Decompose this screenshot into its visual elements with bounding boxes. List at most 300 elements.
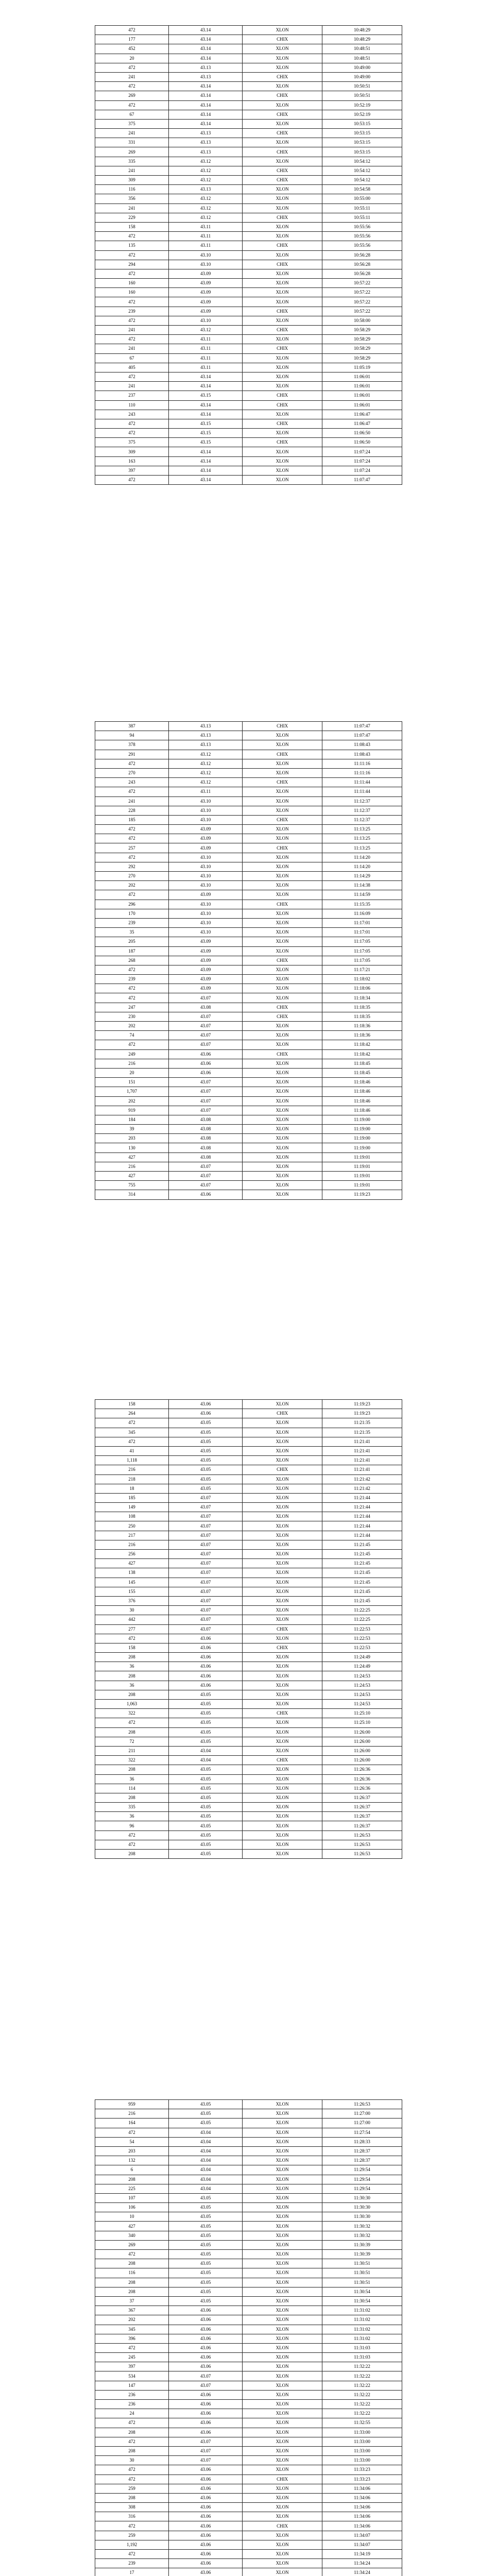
table-row [95, 1031, 402, 1040]
price-cell: 43.10 [169, 909, 243, 918]
time-cell: 11:31:02 [322, 2325, 402, 2334]
price-cell: 43.07 [169, 1521, 243, 1531]
venue-cell: XLON [243, 1143, 322, 1153]
time-cell: 11:19:23 [322, 1190, 402, 1199]
price-cell: 43.05 [169, 1784, 243, 1793]
venue-cell: XLON [243, 946, 322, 956]
venue-cell: XLON [243, 796, 322, 806]
volume-cell: 202 [95, 2315, 169, 2325]
volume-cell: 218 [95, 1475, 169, 1484]
trade-table [95, 25, 402, 485]
time-cell: 11:31:02 [322, 2315, 402, 2325]
venue-cell: CHIX [243, 307, 322, 316]
volume-cell: 375 [95, 438, 169, 447]
table-row [95, 2203, 402, 2212]
table-row [95, 1690, 402, 1699]
price-cell: 43.05 [169, 2268, 243, 2278]
price-cell: 43.14 [169, 54, 243, 63]
price-cell: 43.06 [169, 2353, 243, 2362]
venue-cell: XLON [243, 2428, 322, 2437]
price-cell: 43.05 [169, 1690, 243, 1699]
table-row [95, 2343, 402, 2352]
venue-cell: XLON [243, 1418, 322, 1428]
price-cell: 43.07 [169, 2437, 243, 2446]
time-cell: 11:12:37 [322, 806, 402, 815]
price-cell: 43.06 [169, 2550, 243, 2559]
venue-cell: XLON [243, 2109, 322, 2119]
volume-cell: 228 [95, 806, 169, 815]
venue-cell: XLON [243, 2353, 322, 2362]
table-row [95, 928, 402, 937]
table-row [95, 1400, 402, 1409]
volume-cell: 427 [95, 1172, 169, 1181]
volume-cell: 268 [95, 956, 169, 965]
price-cell: 43.11 [169, 353, 243, 363]
venue-cell: XLON [243, 2381, 322, 2390]
venue-cell: XLON [243, 1840, 322, 1849]
time-cell: 11:34:19 [322, 2550, 402, 2559]
venue-cell: XLON [243, 2175, 322, 2184]
volume-cell: 472 [95, 2521, 169, 2531]
price-cell: 43.05 [169, 2203, 243, 2212]
volume-cell: 472 [95, 984, 169, 993]
table-row [95, 1022, 402, 1031]
volume-cell: 208 [95, 2446, 169, 2455]
time-cell: 11:18:46 [322, 1096, 402, 1106]
volume-cell: 335 [95, 157, 169, 166]
price-cell: 43.05 [169, 1774, 243, 1784]
volume-cell: 397 [95, 2362, 169, 2371]
venue-cell: XLON [243, 909, 322, 918]
table-row [95, 1774, 402, 1784]
volume-cell: 241 [95, 344, 169, 353]
venue-cell: XLON [243, 759, 322, 768]
price-cell: 43.07 [169, 1568, 243, 1578]
table-row [95, 1190, 402, 1199]
price-cell: 43.06 [169, 2465, 243, 2475]
table-row [95, 2446, 402, 2455]
table-row [95, 1606, 402, 1615]
venue-cell: XLON [243, 2128, 322, 2137]
table-row [95, 1096, 402, 1106]
time-cell: 10:58:29 [322, 326, 402, 335]
table-row [95, 213, 402, 222]
price-cell: 43.06 [169, 2428, 243, 2437]
volume-cell: 202 [95, 881, 169, 890]
venue-cell: XLON [243, 1484, 322, 1493]
price-cell: 43.07 [169, 1031, 243, 1040]
price-cell: 43.05 [169, 2193, 243, 2202]
price-cell: 43.05 [169, 2119, 243, 2128]
table-row [95, 2503, 402, 2512]
venue-cell: CHIX [243, 900, 322, 909]
price-cell: 43.13 [169, 722, 243, 731]
time-cell: 11:07:24 [322, 447, 402, 456]
table-row [95, 2334, 402, 2343]
price-cell: 43.10 [169, 806, 243, 815]
volume-cell: 1,063 [95, 1700, 169, 1709]
time-cell: 10:55:11 [322, 204, 402, 213]
price-cell: 43.06 [169, 2503, 243, 2512]
table-row [95, 1624, 402, 1634]
volume-cell: 376 [95, 1596, 169, 1605]
volume-cell: 322 [95, 1756, 169, 1765]
time-cell: 11:26:00 [322, 1737, 402, 1746]
time-cell: 11:17:05 [322, 937, 402, 946]
price-cell: 43.09 [169, 956, 243, 965]
time-cell: 11:05:19 [322, 363, 402, 372]
table-row [95, 391, 402, 400]
volume-cell: 208 [95, 1727, 169, 1737]
volume-cell: 247 [95, 1003, 169, 1012]
venue-cell: XLON [243, 2156, 322, 2165]
table-row [95, 429, 402, 438]
volume-cell: 472 [95, 269, 169, 278]
time-cell: 10:58:00 [322, 316, 402, 325]
venue-cell: XLON [243, 1521, 322, 1531]
time-cell: 11:32:22 [322, 2400, 402, 2409]
venue-cell: XLON [243, 853, 322, 862]
venue-cell: XLON [243, 806, 322, 815]
volume-cell: 243 [95, 778, 169, 787]
venue-cell: XLON [243, 1172, 322, 1181]
table-row [95, 250, 402, 260]
price-cell: 43.05 [169, 2109, 243, 2119]
volume-cell: 237 [95, 391, 169, 400]
price-cell: 43.06 [169, 2512, 243, 2521]
volume-cell: 387 [95, 722, 169, 731]
price-cell: 43.07 [169, 1493, 243, 1502]
time-cell: 11:08:43 [322, 740, 402, 750]
volume-cell: 241 [95, 326, 169, 335]
venue-cell: XLON [243, 1803, 322, 1812]
volume-cell: 269 [95, 2240, 169, 2249]
price-cell: 43.08 [169, 1153, 243, 1162]
table-row [95, 279, 402, 288]
venue-cell: XLON [243, 1784, 322, 1793]
price-cell: 43.07 [169, 2381, 243, 2390]
time-cell: 11:18:46 [322, 1106, 402, 1115]
price-cell: 43.05 [169, 2212, 243, 2222]
time-cell: 11:18:46 [322, 1087, 402, 1096]
time-cell: 11:24:49 [322, 1653, 402, 1662]
volume-cell: 106 [95, 2203, 169, 2212]
time-cell: 11:18:36 [322, 1031, 402, 1040]
price-cell: 43.06 [169, 2559, 243, 2568]
volume-cell: 472 [95, 1718, 169, 1727]
table-row [95, 185, 402, 194]
volume-cell: 211 [95, 1746, 169, 1755]
price-cell: 43.06 [169, 2315, 243, 2325]
volume-cell: 203 [95, 2146, 169, 2156]
price-cell: 43.05 [169, 2222, 243, 2231]
venue-cell: XLON [243, 466, 322, 475]
time-cell: 11:21:44 [322, 1512, 402, 1521]
table-row [95, 881, 402, 890]
venue-cell: XLON [243, 1718, 322, 1727]
venue-cell: XLON [243, 222, 322, 231]
price-cell: 43.07 [169, 1615, 243, 1624]
price-cell: 43.06 [169, 1681, 243, 1690]
venue-cell: CHIX [243, 147, 322, 157]
table-row [95, 2428, 402, 2437]
time-cell: 11:26:00 [322, 1756, 402, 1765]
time-cell: 10:48:29 [322, 35, 402, 44]
venue-cell: XLON [243, 1700, 322, 1709]
price-cell: 43.12 [169, 750, 243, 759]
table-row [95, 2137, 402, 2146]
venue-cell: XLON [243, 1446, 322, 1455]
price-cell: 43.05 [169, 1765, 243, 1774]
price-cell: 43.05 [169, 1465, 243, 1475]
table-row [95, 768, 402, 777]
price-cell: 43.06 [169, 1662, 243, 1671]
table-row [95, 787, 402, 796]
table-row [95, 1078, 402, 1087]
time-cell: 11:18:36 [322, 1022, 402, 1031]
venue-cell: XLON [243, 2325, 322, 2334]
time-cell: 11:19:01 [322, 1181, 402, 1190]
venue-cell: XLON [243, 353, 322, 363]
time-cell: 11:11:44 [322, 787, 402, 796]
table-row [95, 297, 402, 307]
time-cell: 10:53:15 [322, 138, 402, 147]
volume-cell: 185 [95, 815, 169, 824]
price-cell: 43.10 [169, 900, 243, 909]
time-cell: 10:50:51 [322, 82, 402, 91]
table-row [95, 2568, 402, 2576]
table-row [95, 54, 402, 63]
price-cell: 43.07 [169, 1040, 243, 1049]
table-row [95, 1568, 402, 1578]
volume-cell: 472 [95, 100, 169, 110]
venue-cell: XLON [243, 975, 322, 984]
table-row [95, 2315, 402, 2325]
time-cell: 11:31:03 [322, 2343, 402, 2352]
table-row [95, 194, 402, 204]
price-cell: 43.09 [169, 890, 243, 900]
volume-cell: 158 [95, 1400, 169, 1409]
price-cell: 43.06 [169, 2343, 243, 2352]
table-row [95, 975, 402, 984]
time-cell: 11:18:45 [322, 1068, 402, 1077]
time-cell: 11:32:55 [322, 2418, 402, 2428]
table-row [95, 993, 402, 1003]
price-cell: 43.11 [169, 363, 243, 372]
time-cell: 11:26:53 [322, 1850, 402, 1859]
venue-cell: XLON [243, 2278, 322, 2287]
table-row [95, 2212, 402, 2222]
time-cell: 11:26:36 [322, 1774, 402, 1784]
time-cell: 11:14:20 [322, 853, 402, 862]
price-cell: 43.05 [169, 2100, 243, 2109]
time-cell: 11:06:01 [322, 391, 402, 400]
venue-cell: XLON [243, 1031, 322, 1040]
table-row [95, 1428, 402, 1437]
price-cell: 43.08 [169, 1134, 243, 1143]
trade-table [95, 2099, 402, 2576]
table-row [95, 2465, 402, 2475]
volume-cell: 294 [95, 260, 169, 269]
volume-cell: 269 [95, 147, 169, 157]
venue-cell: XLON [243, 2259, 322, 2268]
time-cell: 11:30:30 [322, 2193, 402, 2202]
volume-cell: 216 [95, 1162, 169, 1171]
price-cell: 43.05 [169, 1793, 243, 1802]
volume-cell: 187 [95, 946, 169, 956]
price-cell: 43.14 [169, 91, 243, 100]
time-cell: 10:56:28 [322, 269, 402, 278]
time-cell: 11:21:45 [322, 1559, 402, 1568]
venue-cell: XLON [243, 2371, 322, 2381]
time-cell: 11:13:25 [322, 843, 402, 853]
price-cell: 43.11 [169, 222, 243, 231]
venue-cell: CHIX [243, 843, 322, 853]
time-cell: 11:27:00 [322, 2119, 402, 2128]
price-cell: 43.06 [169, 1190, 243, 1199]
volume-cell: 67 [95, 353, 169, 363]
venue-cell: XLON [243, 1568, 322, 1578]
table-row [95, 2259, 402, 2268]
price-cell: 43.09 [169, 946, 243, 956]
volume-cell: 472 [95, 890, 169, 900]
time-cell: 11:14:29 [322, 872, 402, 881]
price-cell: 43.08 [169, 1115, 243, 1124]
volume-cell: 236 [95, 2400, 169, 2409]
trade-table-page-2 [95, 721, 402, 1200]
time-cell: 11:14:20 [322, 862, 402, 871]
price-cell: 43.12 [169, 759, 243, 768]
volume-cell: 472 [95, 759, 169, 768]
volume-cell: 138 [95, 1568, 169, 1578]
volume-cell: 340 [95, 2231, 169, 2240]
volume-cell: 270 [95, 768, 169, 777]
price-cell: 43.15 [169, 391, 243, 400]
time-cell: 11:34:24 [322, 2559, 402, 2568]
time-cell: 11:19:00 [322, 1143, 402, 1153]
volume-cell: 54 [95, 2137, 169, 2146]
venue-cell: XLON [243, 2165, 322, 2175]
table-row [95, 1700, 402, 1709]
volume-cell: 216 [95, 1540, 169, 1549]
venue-cell: XLON [243, 1096, 322, 1106]
volume-cell: 291 [95, 750, 169, 759]
venue-cell: CHIX [243, 1643, 322, 1652]
price-cell: 43.09 [169, 984, 243, 993]
volume-cell: 335 [95, 1803, 169, 1812]
price-cell: 43.05 [169, 1437, 243, 1446]
table-row [95, 2362, 402, 2371]
price-cell: 43.07 [169, 1172, 243, 1181]
venue-cell: CHIX [243, 1049, 322, 1059]
venue-cell: XLON [243, 1059, 322, 1068]
volume-cell: 217 [95, 1531, 169, 1540]
venue-cell: XLON [243, 447, 322, 456]
price-cell: 43.13 [169, 731, 243, 740]
volume-cell: 67 [95, 110, 169, 119]
price-cell: 43.06 [169, 1643, 243, 1652]
volume-cell: 130 [95, 1143, 169, 1153]
venue-cell: XLON [243, 269, 322, 278]
price-cell: 43.05 [169, 2287, 243, 2296]
price-cell: 43.07 [169, 1181, 243, 1190]
venue-cell: XLON [243, 2315, 322, 2325]
price-cell: 43.07 [169, 2371, 243, 2381]
table-row [95, 2296, 402, 2306]
venue-cell: XLON [243, 54, 322, 63]
volume-cell: 114 [95, 1784, 169, 1793]
time-cell: 11:31:02 [322, 2306, 402, 2315]
time-cell: 11:21:45 [322, 1587, 402, 1596]
table-row [95, 260, 402, 269]
volume-cell: 208 [95, 1653, 169, 1662]
table-row [95, 2475, 402, 2484]
time-cell: 11:26:53 [322, 1840, 402, 1849]
venue-cell: CHIX [243, 1756, 322, 1765]
venue-cell: XLON [243, 834, 322, 843]
price-cell: 43.12 [169, 768, 243, 777]
price-cell: 43.13 [169, 147, 243, 157]
venue-cell: XLON [243, 2287, 322, 2296]
price-cell: 43.11 [169, 241, 243, 250]
time-cell: 11:21:42 [322, 1475, 402, 1484]
volume-cell: 472 [95, 787, 169, 796]
table-row [95, 900, 402, 909]
venue-cell: XLON [243, 1153, 322, 1162]
table-row [95, 909, 402, 918]
time-cell: 11:33:00 [322, 2456, 402, 2465]
price-cell: 43.14 [169, 100, 243, 110]
table-row [95, 2119, 402, 2128]
price-cell: 43.07 [169, 1550, 243, 1559]
volume-cell: 236 [95, 2390, 169, 2399]
volume-cell: 158 [95, 222, 169, 231]
table-row [95, 1409, 402, 1418]
time-cell: 11:21:42 [322, 1484, 402, 1493]
volume-cell: 472 [95, 316, 169, 325]
time-cell: 11:13:25 [322, 834, 402, 843]
venue-cell: XLON [243, 1475, 322, 1484]
table-row [95, 269, 402, 278]
time-cell: 11:25:10 [322, 1718, 402, 1727]
table-row [95, 1615, 402, 1624]
price-cell: 43.13 [169, 63, 243, 72]
price-cell: 43.06 [169, 1634, 243, 1643]
price-cell: 43.08 [169, 1003, 243, 1012]
venue-cell: XLON [243, 2137, 322, 2146]
time-cell: 11:24:53 [322, 1681, 402, 1690]
price-cell: 43.06 [169, 1068, 243, 1077]
venue-cell: XLON [243, 1559, 322, 1568]
volume-cell: 241 [95, 204, 169, 213]
price-cell: 43.07 [169, 1022, 243, 1031]
volume-cell: 452 [95, 44, 169, 54]
venue-cell: XLON [243, 2409, 322, 2418]
table-row [95, 2250, 402, 2259]
table-row [95, 946, 402, 956]
table-row [95, 1756, 402, 1765]
price-cell: 43.05 [169, 1812, 243, 1821]
table-row [95, 2521, 402, 2531]
venue-cell: XLON [243, 2446, 322, 2455]
table-row [95, 965, 402, 974]
venue-cell: XLON [243, 82, 322, 91]
price-cell: 43.07 [169, 1106, 243, 1115]
volume-cell: 135 [95, 241, 169, 250]
time-cell: 10:58:29 [322, 344, 402, 353]
volume-cell: 755 [95, 1181, 169, 1190]
time-cell: 11:06:01 [322, 382, 402, 391]
